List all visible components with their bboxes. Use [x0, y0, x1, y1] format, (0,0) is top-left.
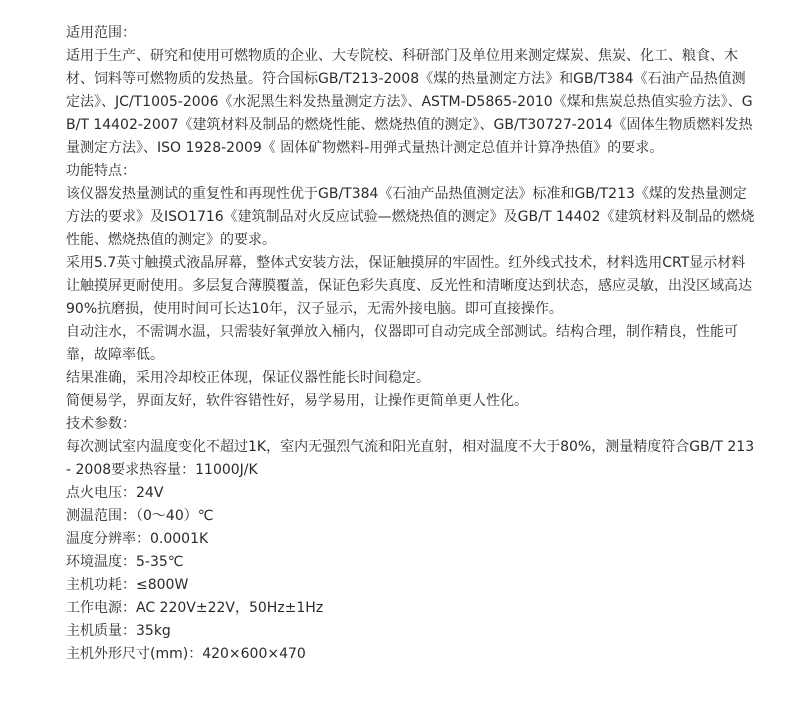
param-line: 主机外形尺寸(mm)：420×600×470 — [66, 646, 306, 662]
features-heading: 功能特点： — [66, 163, 136, 179]
feature-paragraph: 简便易学，界面友好，软件容错性好，易学易用，让操作更简单更人性化。 — [66, 393, 528, 409]
param-line: 主机质量：35kg — [66, 623, 171, 639]
param-line: 每次测试室内温度变化不超过1K，室内无强烈气流和阳光直射，相对温度不大于80%，测量精度符合GB/T 213 - 2008要求热容量：11000J/K — [66, 439, 755, 478]
param-line: 工作电源：AC 220V±22V，50Hz±1Hz — [66, 600, 324, 616]
feature-paragraph: 采用5.7英寸触摸式液晶屏幕，整体式安装方法，保证触摸屏的牢固性。红外线式技术，材料选用CRT显示材料让触摸屏更耐使用。多层复合薄膜覆盖，保证色彩失真度、反光性和清晰度达到状态，感应灵敏，出没区域高达90%抗磨损，使用时间可长达10年，汉子显示，无需外接电脑。即可直接操作。 — [66, 255, 752, 317]
param-line: 温度分辨率：0.0001K — [66, 531, 209, 547]
spec-document — [66, 22, 756, 666]
param-line: 环境温度：5-35℃ — [66, 554, 184, 570]
param-line: 主机功耗：≤800W — [66, 577, 189, 593]
param-line: 点火电压：24V — [66, 485, 164, 501]
feature-paragraph: 结果准确，采用冷却校正体现，保证仪器性能长时间稳定。 — [66, 370, 430, 386]
feature-paragraph: 该仪器发热量测试的重复性和再现性优于GB/T384《石油产品热值测定法》标准和GB/T213《煤的发热量测定方法的要求》及ISO1716《建筑制品对火反应试验—燃烧热值的测定》及GB/T 14402《建筑材料及制品的燃烧性能、燃烧热值的测定》的要求。 — [66, 186, 755, 248]
feature-paragraph: 自动注水，不需调水温，只需装好氧弹放入桶内，仪器即可自动完成全部测试。结构合理，制作精良，性能可靠，故障率低。 — [66, 324, 738, 363]
param-line: 测温范围：（0～40）℃ — [66, 508, 214, 524]
params-heading: 技术参数： — [66, 416, 136, 432]
scope-heading: 适用范围： — [66, 25, 136, 41]
scope-paragraph: 适用于生产、研究和使用可燃物质的企业、大专院校、科研部门及单位用来测定煤炭、焦炭、化工、粮食、木材、饲料等可燃物质的发热量。符合国标GB/T213-2008《煤的热量测定方法》和GB/T384《石油产品热值测定法》、JC/T1005-2006《水泥黑生料发热量测定方法》、ASTM-D5865-2010《煤和焦炭总热值实验方法》、GB/T 14402-2007《建筑材料及制品的燃烧性能、燃烧热值的测定》、GB/T30727-2014《固体生物质燃料发热量测定方法》、ISO 1928-2009《 固体矿物燃料-用弹式量热计测定总值并计算净热值》的要求。 — [66, 48, 753, 156]
